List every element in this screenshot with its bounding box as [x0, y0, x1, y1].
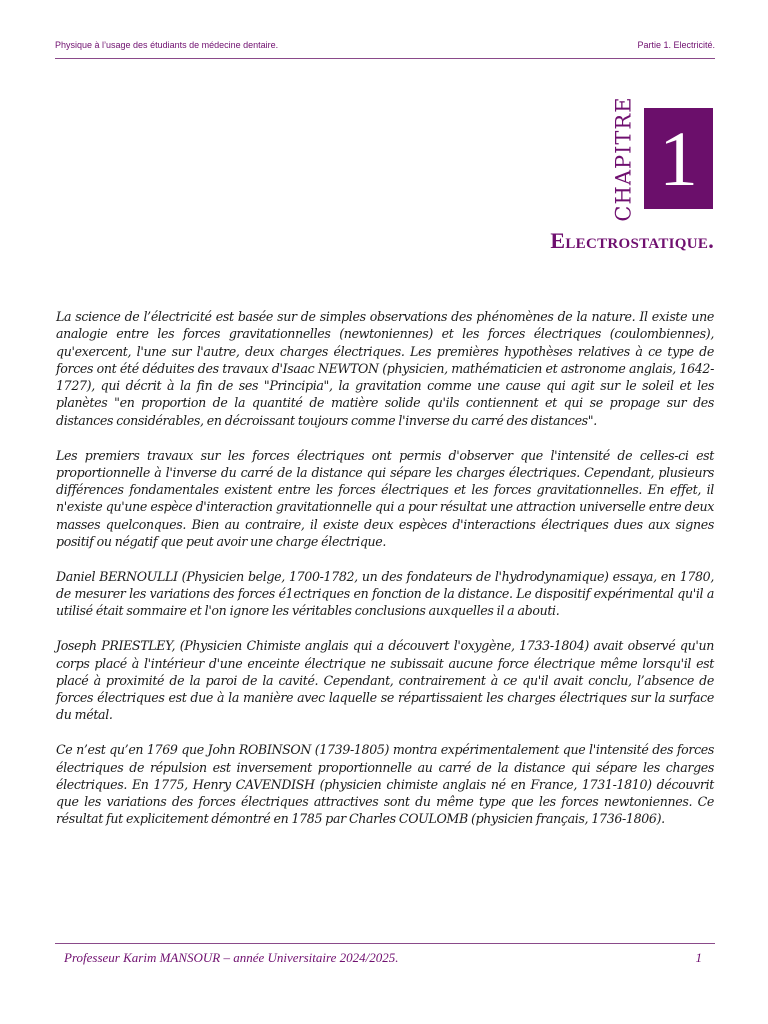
footer-divider [55, 943, 715, 944]
body-text [56, 308, 714, 845]
page-header [55, 40, 715, 50]
chapter-title: Electrostatique. [550, 228, 714, 253]
chapter-label [604, 96, 644, 222]
paragraph: Daniel BERNOULLI (Physicien belge, 1700-1782, un des fondateurs de l'hydrodynamique) essaya, en 1780, de mesurer les variations des forces é1ectriques en fonction de la distance. Le dispositif expérimental qu'il a utilisé était sommaire et l'on ignore les véritables conclusions auxquelles il a abouti. [56, 568, 714, 619]
paragraph: Les premiers travaux sur les forces électriques ont permis d'observer que l'intensité de celles-ci est proportionnelle à l'inverse du carré de la distance qui sépare les charges électriques. Cependant, plusieurs différences fondamentales existent entre les forces électriques et les forces gravitationnelles. En effet, il n'existe qu'une espèce d'interaction gravitationnelle qui a pour résultat une attraction universelle entre deux masses quelconques. Bien au contraire, il existe deux espèces d'interactions électriques dues aux signes positif ou négatif que peut avoir une charge électrique. [56, 447, 714, 550]
footer-author: Professeur Karim MANSOUR – année Universitaire 2024/2025. [64, 950, 399, 965]
chapter-number-box [644, 108, 713, 209]
header-divider [55, 58, 715, 59]
paragraph: Ce n’est qu’en 1769 que John ROBINSON (1739-1805) montra expérimentalement que l'intensité des forces électriques de répulsion est inversement proportionnelle au carré de la distance qui sépare les charges électriques. En 1775, Henry CAVENDISH (physicien chimiste anglais né en France, 1731-1810) découvrit que les variations des forces électriques attractives sont du même type que les forces newtoniennes. Ce résultat fut explicitement démontré en 1785 par Charles COULOMB (physicien français, 1736-1806). [56, 742, 714, 827]
paragraph: Joseph PRIESTLEY, (Physicien Chimiste anglais qui a découvert l'oxygène, 1733-1804) avait observé qu'un corps placé à l'intérieur d'une enceinte électrique ne subissait aucune force électrique même lorsqu'il est placé à proximité de la paroi de la cavité. Cependant, contrairement à ce qu'il avait conclu, l’absence de forces électriques est due à la manière avec laquelle se répartissaient les charges électriques sur la surface du métal. [56, 638, 714, 723]
paragraph: La science de l’électricité est basée sur de simples observations des phénomènes de la nature. Il existe une analogie entre les forces gravitationnelles (newtoniennes) et les forces électriques (coulombiennes), qu'exercent, l'une sur l'autre, deux charges électriques. Les premières hypothèses relatives à ce type de forces ont été déduites des travaux d'Isaac NEWTON (physicien, mathématicien et astronome anglais, 1642-1727), qui décrit à la fin de ses "Principia", la gravitation comme une cause qui agit sur le soleil et les planètes "en proportion de la quantité de matière solide qu'ils contiennent et qui se propage sur des distances considérables, en décroissant toujours comme l'inverse du carré des distances". [56, 309, 714, 428]
page-number: 1 [695, 950, 702, 965]
header-part-title: Partie 1. Electricité. [637, 40, 715, 50]
chapter-label-text: CHAPITRE [612, 96, 636, 222]
header-course-title: Physique à l’usage des étudiants de médecine dentaire. [55, 40, 279, 50]
chapter-number: 1 [659, 114, 698, 202]
